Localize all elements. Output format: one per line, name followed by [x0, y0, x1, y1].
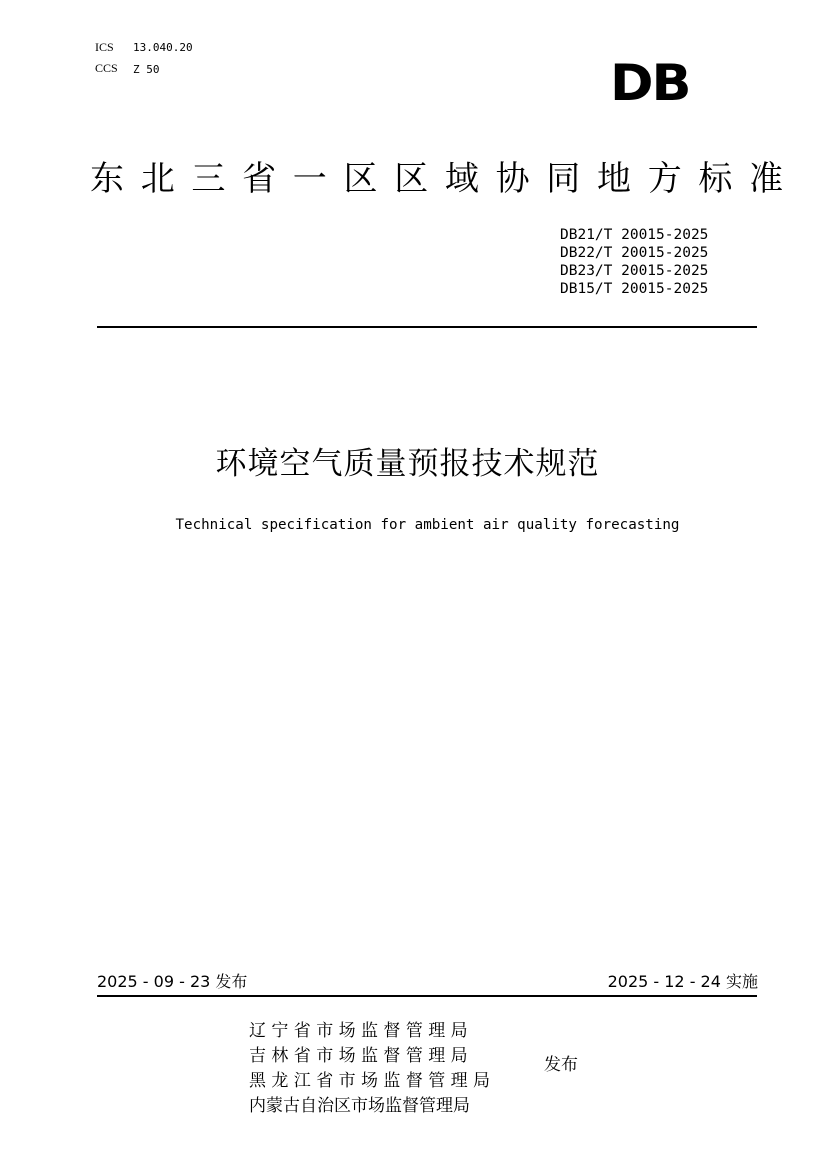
issuing-body: 内蒙古自治区市场监督管理局	[249, 1096, 470, 1116]
document-title-english: Technical specification for ambient air quality forecasting	[175, 517, 680, 533]
footer-divider	[97, 995, 757, 997]
publish-label: 发布	[544, 1055, 578, 1075]
release-date: 2025 - 09 - 23 发布	[97, 972, 248, 991]
document-title: 环境空气质量预报技术规范	[215, 446, 600, 482]
standard-number: DB15/T 20015-2025	[560, 281, 709, 297]
standard-number: DB23/T 20015-2025	[560, 263, 709, 279]
ccs-code: Z 50	[133, 63, 160, 76]
issuing-body: 辽 宁 省 市 场 监 督 管 理 局	[249, 1021, 468, 1041]
ccs-label: CCS	[95, 61, 118, 75]
issuing-body: 黑 龙 江 省 市 场 监 督 管 理 局	[249, 1071, 491, 1091]
ics-label: ICS	[95, 40, 114, 54]
ics-code: 13.040.20	[133, 41, 193, 54]
issuing-body: 吉 林 省 市 场 监 督 管 理 局	[249, 1046, 468, 1066]
standard-number: DB21/T 20015-2025	[560, 227, 709, 243]
implementation-date: 2025 - 12 - 24 实施	[607, 972, 758, 991]
db-logo: DB	[610, 54, 690, 112]
standard-type-heading: 东北三省一区区域协同地方标准	[90, 159, 800, 199]
header-divider	[97, 326, 757, 328]
standard-number: DB22/T 20015-2025	[560, 245, 709, 261]
